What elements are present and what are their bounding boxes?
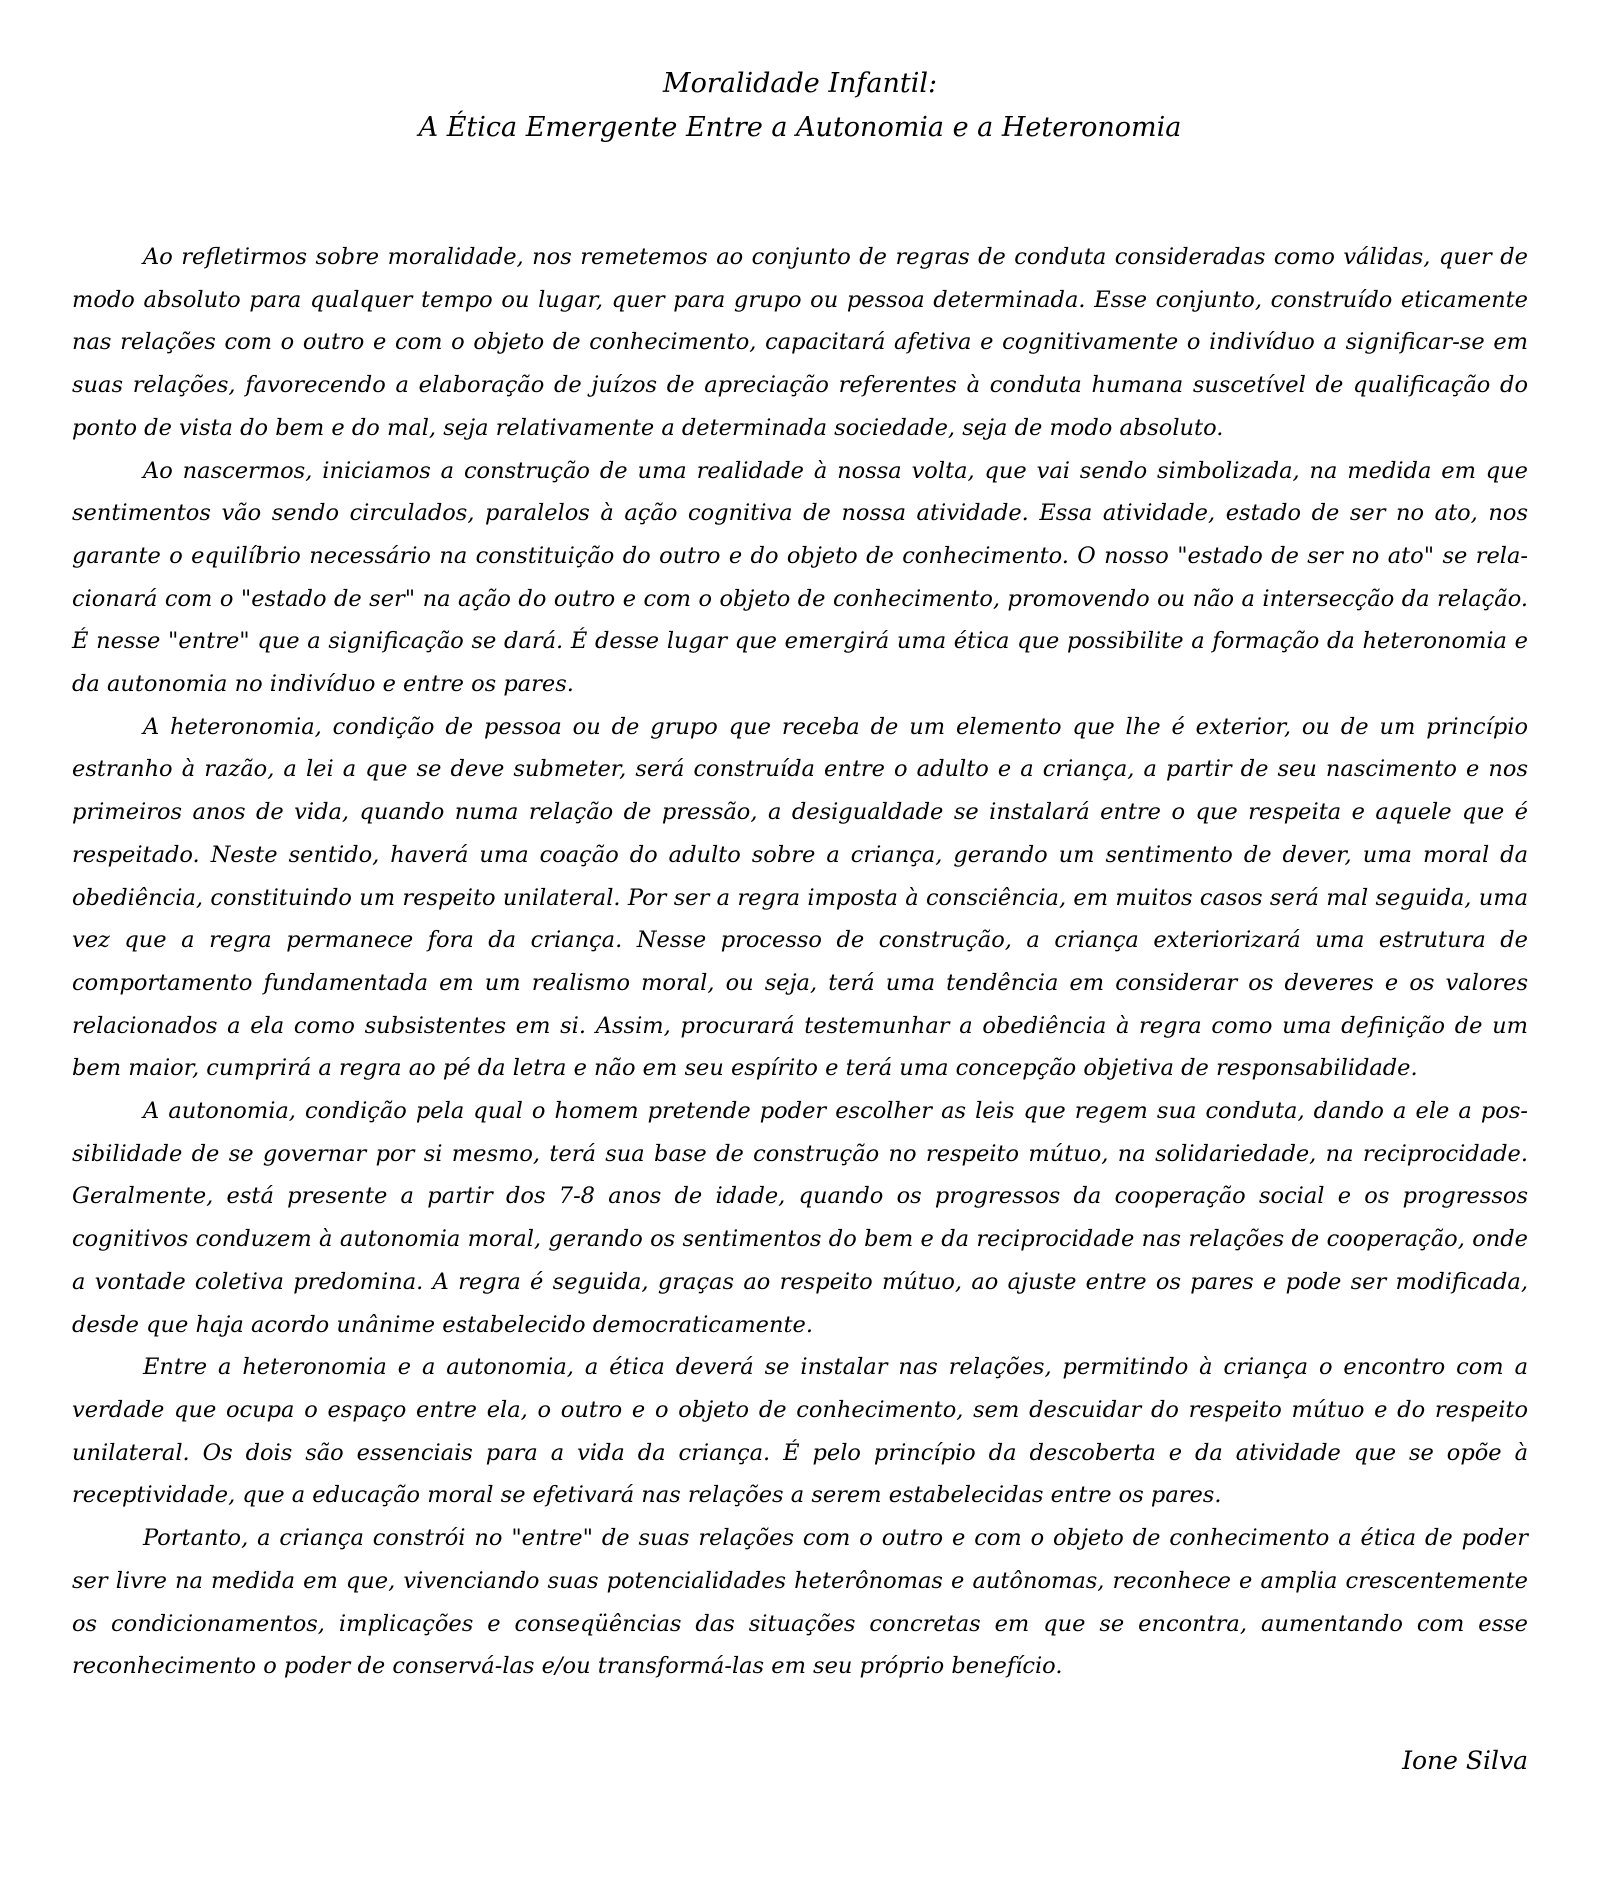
paragraph-autonomia: A autonomia, condição pela qual o homem pretende poder escolher as leis que regem sua conduta, dando a ele a possibilidade de se governar por si mesmo, terá sua base de construção no respeito mútuo, na solidariedade, na reciprocidade. Geralmente, está presente a partir dos 7-8 anos de idade, quando os progressos da cooperação social e os progressos cognitivos conduzem à autonomia moral, gerando os sentimentos do bem e da reciprocidade nas relações de cooperação, onde a vontade coletiva predomina. A regra é seguida, graças ao respeito mútuo, ao ajuste entre os pares e pode ser modificada, desde que haja acordo unânime estabelecido democraticamente. xyxy=(72,1098,1528,1338)
paragraph-entre: Entre a heteronomia e a autonomia, a ética deverá se instalar nas relações, permitindo à criança o encontro com a verdade que ocupa o espaço entre ela, o outro e o objeto de conhecimento, sem descuidar do respeito mútuo e do respeito unilateral. Os dois são essenciais para a vida da criança. É pelo princípio da descoberta e da atividade que se opõe à receptividade, que a educação moral se efetivará nas relações a serem estabelecidas entre os pares. xyxy=(72,1354,1528,1509)
title-line-1: Moralidade Infantil: xyxy=(662,68,938,99)
document-title xyxy=(0,62,1600,150)
author-signature: Ione Silva xyxy=(1402,1746,1528,1775)
title-line-2: A Ética Emergente Entre a Autonomia e a Heteronomia xyxy=(418,112,1182,143)
paragraph-nascermos: Ao nascermos, iniciamos a construção de uma realidade à nossa volta, que vai sendo simbolizada, na medida em que sentimentos vão sendo circulados, paralelos à ação cognitiva de nossa atividade. Essa atividade, estado de ser no ato, nos garante o equilíbrio necessário na constituição do outro e do objeto de conhecimento. O nosso "estado de ser no ato" se relacionará com o "estado de ser" na ação do outro e com o objeto de conhecimento, promovendo ou não a intersecção da relação. É nesse "entre" que a significação se dará. É desse lugar que emergirá uma ética que possibilite a formação da heteronomia e da autonomia no indivíduo e entre os pares. xyxy=(72,457,1528,698)
document-body xyxy=(72,236,1528,1688)
paragraph-heteronomia: A heteronomia, condição de pessoa ou de grupo que receba de um elemento que lhe é exterior, ou de um princípio estranho à razão, a lei a que se deve submeter, será construída entre o adulto e a criança, a partir de seu nascimento e nos primeiros anos de vida, quando numa relação de pressão, a desigualdade se instalará entre o que respeita e aquele que é respeitado. Neste sentido, haverá uma coação do adulto sobre a criança, gerando um sentimento de dever, uma moral da obediência, constituindo um respeito unilateral. Por ser a regra imposta à consciência, em muitos casos será mal seguida, uma vez que a regra permanece fora da criança. Nesse processo de construção, a criança exteriorizará uma estrutura de comportamento fundamentada em um realismo moral, ou seja, terá uma tendência em considerar os deveres e os valores relacionados a ela como subsistentes em si. Assim, procurará testemunhar a obediência à regra como uma definição de um bem maior, cumprirá a regra ao pé da letra e não em seu espírito e terá uma concepção objetiva de responsabilidade. xyxy=(72,713,1528,1082)
paragraph-moralidade: Ao refletirmos sobre moralidade, nos remetemos ao conjunto de regras de conduta consideradas como válidas, quer de modo absoluto para qualquer tempo ou lugar, quer para grupo ou pessoa determinada. Esse conjunto, construído eticamente nas relações com o outro e com o objeto de conhecimento, capacitará afetiva e cognitivamente o indivíduo a significar-se em suas relações, favorecendo a elaboração de juízos de apreciação referentes à conduta humana suscetível de qualificação do ponto de vista do bem e do mal, seja relativamente a determinada sociedade, seja de modo absoluto. xyxy=(72,244,1528,441)
paragraph-portanto: Portanto, a criança constrói no "entre" de suas relações com o outro e com o objeto de conhecimento a ética de poder ser livre na medida em que, vivenciando suas potencialidades heterônomas e autônomas, reconhece e amplia crescentemente os condicionamentos, implicações e conseqüências das situações concretas em que se encontra, aumentando com esse reconhecimento o poder de conservá-las e/ou transformá-las em seu próprio benefício. xyxy=(72,1525,1528,1680)
